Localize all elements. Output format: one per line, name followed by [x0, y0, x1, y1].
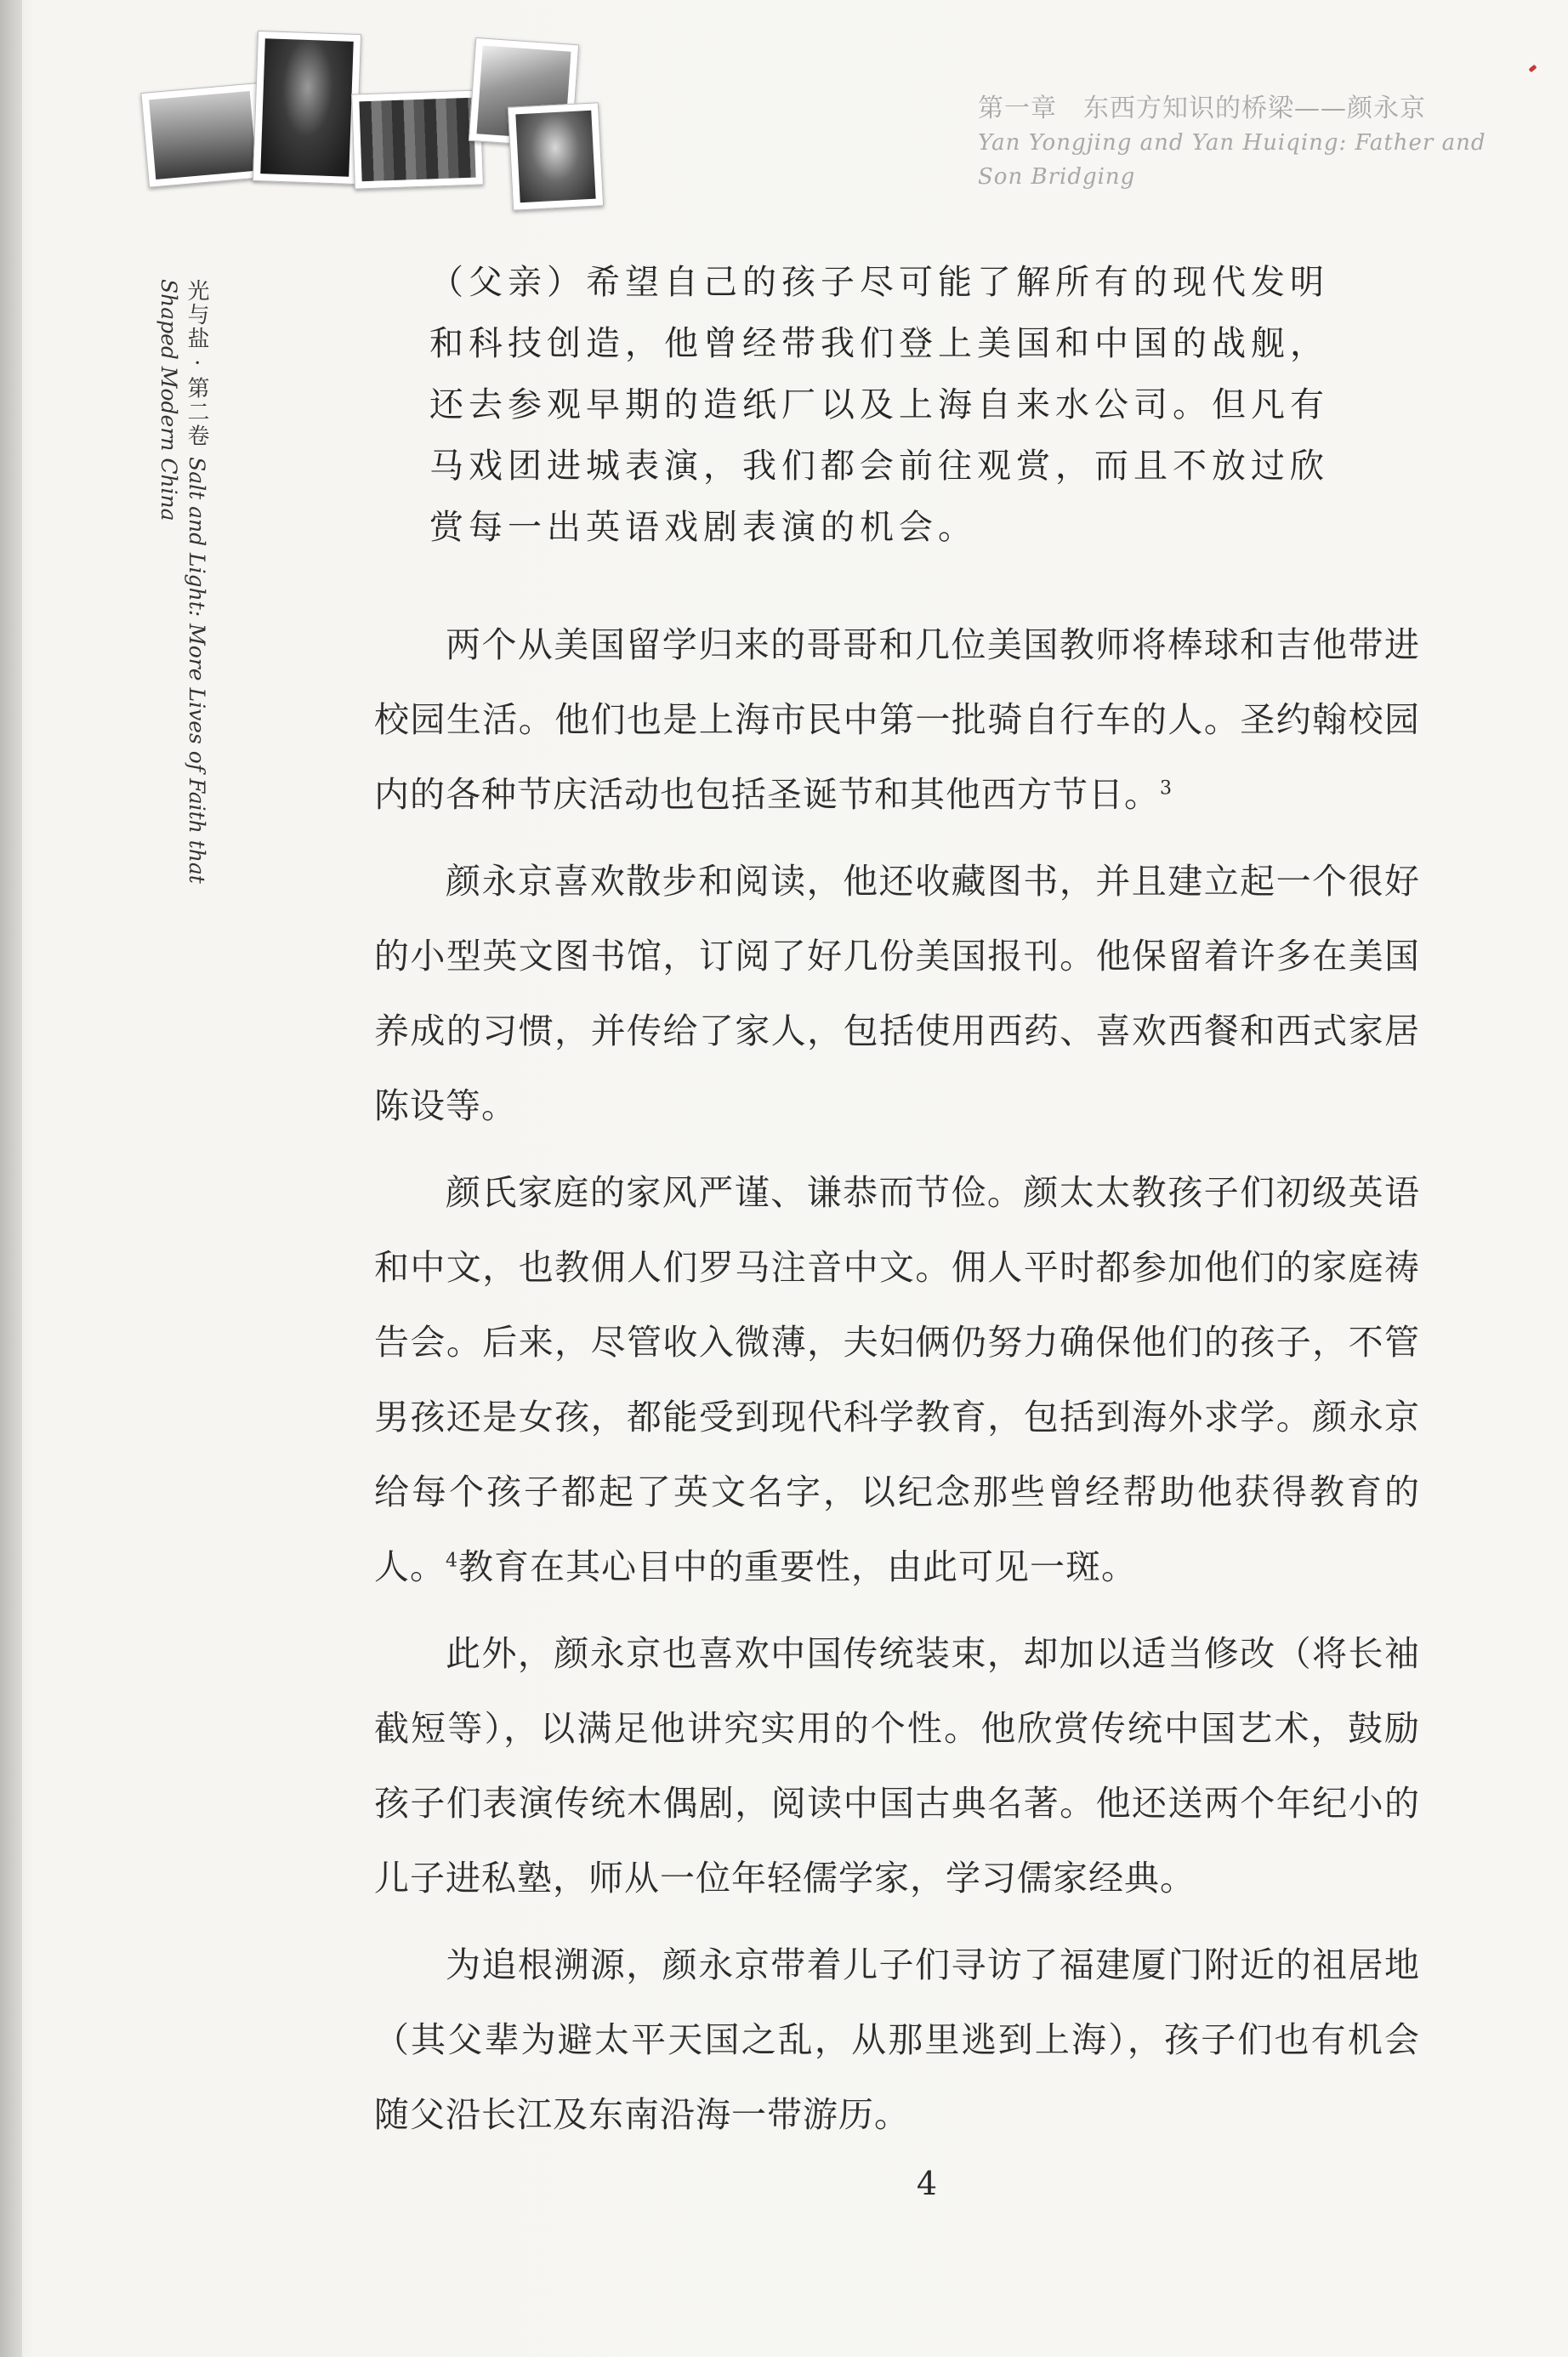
photo-portrait-elder	[508, 102, 604, 210]
running-head-english: Yan Yongjing and Yan Huiqing: Father and Son Bridging	[978, 130, 1486, 190]
page-number: 4	[916, 2165, 938, 2202]
footnote-ref-3: 3	[1160, 777, 1173, 800]
photo-family-group	[351, 89, 484, 189]
body-text	[374, 607, 1420, 2164]
paragraph-4	[374, 1616, 1420, 1916]
paragraph-3	[374, 1155, 1420, 1604]
paragraph-1	[374, 607, 1420, 832]
side-book-title	[156, 279, 213, 925]
paragraph-2	[374, 844, 1420, 1143]
paragraph-4-text: 此外，颜永京也喜欢中国传统装束，却加以适当修改（将长袖截短等），以满足他讲究实用的个性。他欣赏传统中国艺术，鼓励孩子们表演传统木偶剧，阅读中国古典名著。他还送两个年纪小的儿子进私塾，师从一位年轻儒学家，学习儒家经典。	[374, 1633, 1420, 1899]
footnote-ref-4: 4	[446, 1550, 458, 1572]
running-head	[978, 92, 1522, 194]
paragraph-3-text-after: 教育在其心目中的重要性，由此可见一斑。	[458, 1546, 1137, 1587]
ink-mark	[1528, 65, 1537, 73]
photo-landscape	[140, 83, 264, 188]
paragraph-5-text: 为追根溯源，颜永京带着儿子们寻访了福建厦门附近的祖居地（其父辈为避太平天国之乱，从那里逃到上海），孩子们也有机会随父沿长江及东南沿海一带游历。	[374, 1944, 1420, 2135]
paragraph-3-text: 颜氏家庭的家风严谨、谦恭而节俭。颜太太教孩子们初级英语和中文，也教佣人们罗马注音中文。佣人平时都参加他们的家庭祷告会。后来，尽管收入微薄，夫妇俩仍努力确保他们的孩子，不管男孩还是女孩，都能受到现代科学教育，包括到海外求学。颜永京给每个孩子都起了英文名字，以纪念那些曾经帮助他获得教育的人。	[374, 1172, 1420, 1587]
running-head-chinese: 第一章 东西方知识的桥梁——颜永京	[978, 94, 1426, 123]
paragraph-1-text: 两个从美国留学归来的哥哥和几位美国教师将棒球和吉他带进校园生活。他们也是上海市民中第一批骑自行车的人。圣约翰校园内的各种节庆活动也包括圣诞节和其他西方节日。	[374, 624, 1420, 815]
paragraph-5	[374, 1927, 1420, 2152]
photo-collage	[145, 24, 604, 194]
page-gutter	[0, 0, 22, 2357]
side-title-english: Salt and Light: More Lives of Faith that Shaped Modern China	[156, 279, 209, 884]
side-title-chinese: 光与盐 · 第二卷	[184, 279, 209, 448]
block-quote	[429, 252, 1365, 558]
photo-portrait-man	[253, 31, 361, 185]
quote-text: （父亲）希望自己的孩子尽可能了解所有的现代发明和科技创造，他曾经带我们登上美国和中国的战舰，还去参观早期的造纸厂以及上海自来水公司。但凡有马戏团进城表演，我们都会前往观赏，而且不放过欣赏每一出英语戏剧表演的机会。	[429, 263, 1329, 547]
paragraph-2-text: 颜永京喜欢散步和阅读，他还收藏图书，并且建立起一个很好的小型英文图书馆，订阅了好几份美国报刊。他保留着许多在美国养成的习惯，并传给了家人，包括使用西药、喜欢西餐和西式家居陈设等。	[374, 861, 1420, 1126]
